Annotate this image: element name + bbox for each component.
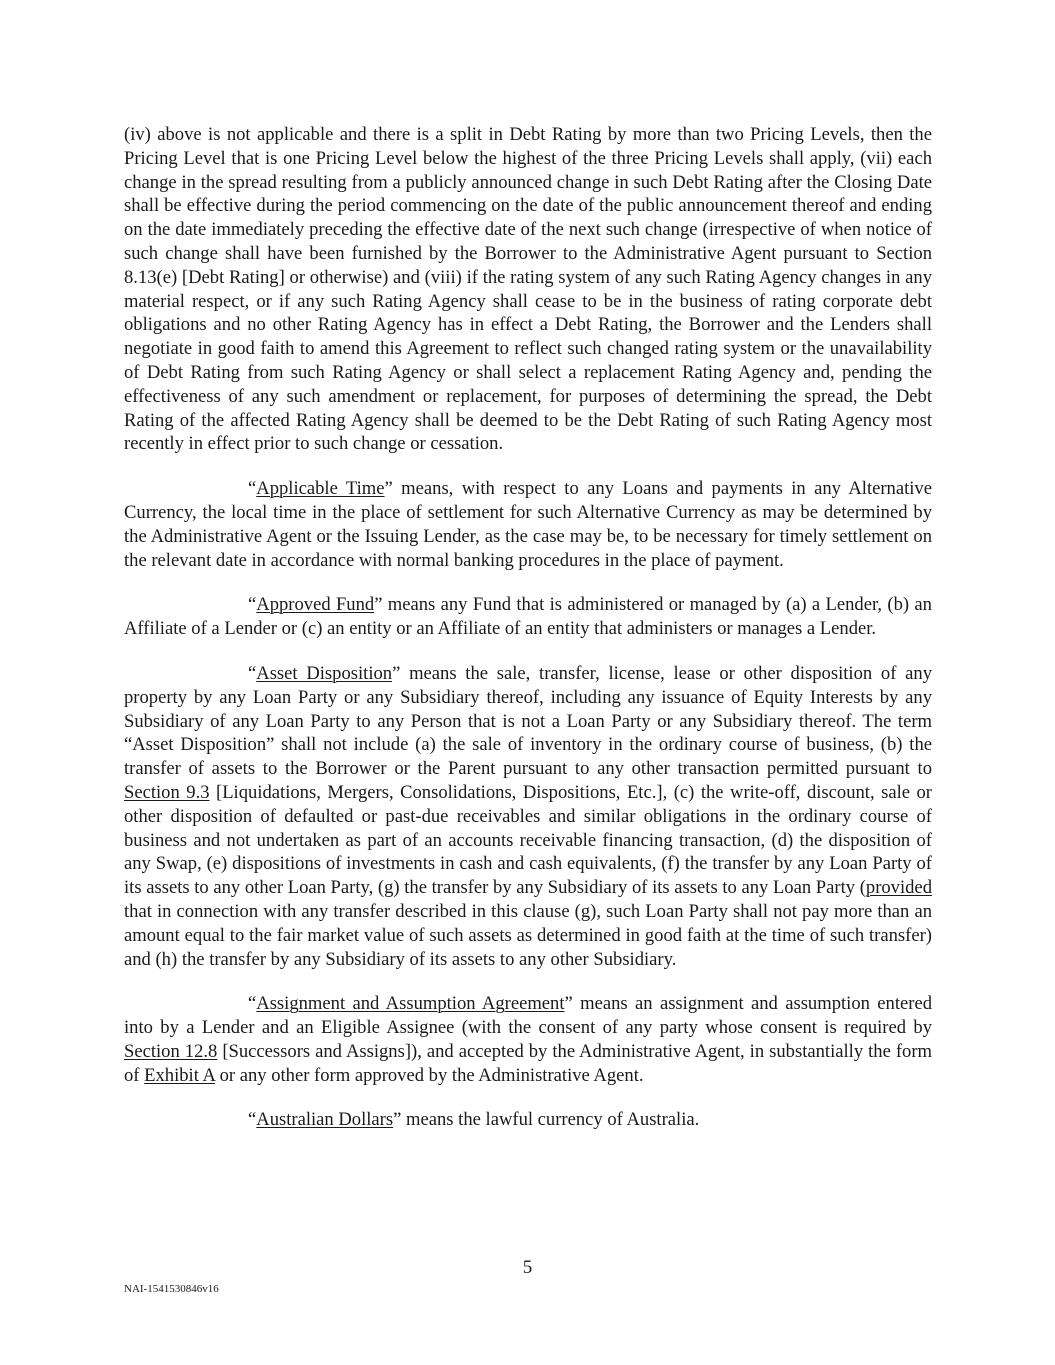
definition-text: or any other form approved by the Administrative Agent. xyxy=(214,1064,644,1086)
defined-term: Australian Dollars xyxy=(256,1109,394,1131)
defined-term: Asset Disposition xyxy=(256,662,393,684)
paragraph-pricing-continuation xyxy=(124,123,932,456)
definition-australian-dollars xyxy=(124,1108,932,1132)
open-quote: “ xyxy=(248,662,257,684)
definition-text: ” means an assignment and assumption entered into by a Lender and an Eligible Assignee (with the consent of any party whose consent is required by xyxy=(124,993,933,1039)
definition-text: that in connection with any transfer described in this clause (g), such Loan Party shall not pay more than an amount equal to the fair market value of such assets as determined in good faith at the time of such transfer) and (h) the transfer by any Subsidiary of its assets to any other Subsidiary. xyxy=(124,900,932,970)
open-quote: “ xyxy=(248,478,257,500)
definition-text: [Successors and Assigns]), and accepted by the Administrative Agent, in substantially the form of xyxy=(124,1040,932,1086)
exhibit-reference: Exhibit A xyxy=(144,1064,215,1086)
definition-text: ” means the lawful currency of Australia. xyxy=(393,1109,700,1131)
definition-approved-fund xyxy=(124,593,932,641)
definition-text: ” means, with respect to any Loans and payments in any Alternative Currency, the local time in the place of settlement for such Alternative Currency as may be determined by the Administrative Agent or the Issuing Lender, as the case may be, to be necessary for timely settlement on the relevant date in accordance with normal banking procedures in the place of payment. xyxy=(124,478,932,571)
document-body xyxy=(124,123,932,1132)
definition-asset-disposition xyxy=(124,662,932,971)
open-quote: “ xyxy=(248,594,257,616)
defined-term: Approved Fund xyxy=(256,594,375,616)
provided-term: provided xyxy=(865,877,932,899)
document-id: NAI-1541530846v16 xyxy=(124,1283,219,1295)
section-reference: Section 9.3 xyxy=(124,781,210,803)
section-reference: Section 12.8 xyxy=(124,1040,218,1062)
defined-term: Applicable Time xyxy=(256,478,385,500)
defined-term: Assignment and Assumption Agreement xyxy=(256,993,565,1015)
definition-text: ” means the sale, transfer, license, lease or other disposition of any property by any Loan Party or any Subsidiary thereof, including any issuance of Equity Interests by any Subsidiary of any Loan Party to any Person that is not a Loan Party or any Subsidiary thereof. The term “Asset Disposition” shall not include (a) the sale of inventory in the ordinary course of business, (b) the transfer of assets to the Borrower or the Parent pursuant to any other transaction permitted pursuant to xyxy=(124,662,932,780)
open-quote: “ xyxy=(248,993,257,1015)
open-quote: “ xyxy=(248,1109,257,1131)
page-number: 5 xyxy=(522,1257,533,1278)
definition-text: ” means any Fund that is administered or managed by (a) a Lender, (b) an Affiliate of a Lender or (c) an entity or an Affiliate of an entity that administers or manages a Lender. xyxy=(124,594,932,640)
paragraph-text: (iv) above is not applicable and there is a split in Debt Rating by more than two Pricing Levels, then the Pricing Level that is one Pricing Level below the highest of the three Pricing Levels shall apply, (vii) each change in the spread resulting from a publicly announced change in such Debt Rating after the Closing Date shall be effective during the period commencing on the date of the public announcement thereof and ending on the date immediately preceding the effective date of the next such change (irrespective of when notice of such change shall have been furnished by the Borrower to the Administrative Agent pursuant to Section 8.13(e) [Debt Rating] or otherwise) and (viii) if the rating system of any such Rating Agency changes in any material respect, or if any such Rating Agency shall cease to be in the business of rating corporate debt obligations and no other Rating Agency has in effect a Debt Rating, the Borrower and the Lenders shall negotiate in good faith to amend this Agreement to reflect such changed rating system or the unavailability of Debt Rating from such Rating Agency or shall select a replacement Rating Agency and, pending the effectiveness of any such amendment or replacement, for purposes of determining the spread, the Debt Rating of the affected Rating Agency shall be deemed to be the Debt Rating of such Rating Agency most recently in effect prior to such change or cessation. xyxy=(124,124,932,455)
definition-applicable-time xyxy=(124,477,932,572)
definition-assignment-and-assumption xyxy=(124,992,932,1087)
definition-text: [Liquidations, Mergers, Consolidations, Dispositions, Etc.], (c) the write-off, discount, sale or other disposition of defaulted or past-due receivables and similar obligations in the ordinary course of business and not undertaken as part of an accounts receivable financing transaction, (d) the disposition of any Swap, (e) dispositions of investments in cash and cash equivalents, (f) the transfer by any Loan Party of its assets to any other Loan Party, (g) the transfer by any Subsidiary of its assets to any Loan Party ( xyxy=(124,781,932,899)
